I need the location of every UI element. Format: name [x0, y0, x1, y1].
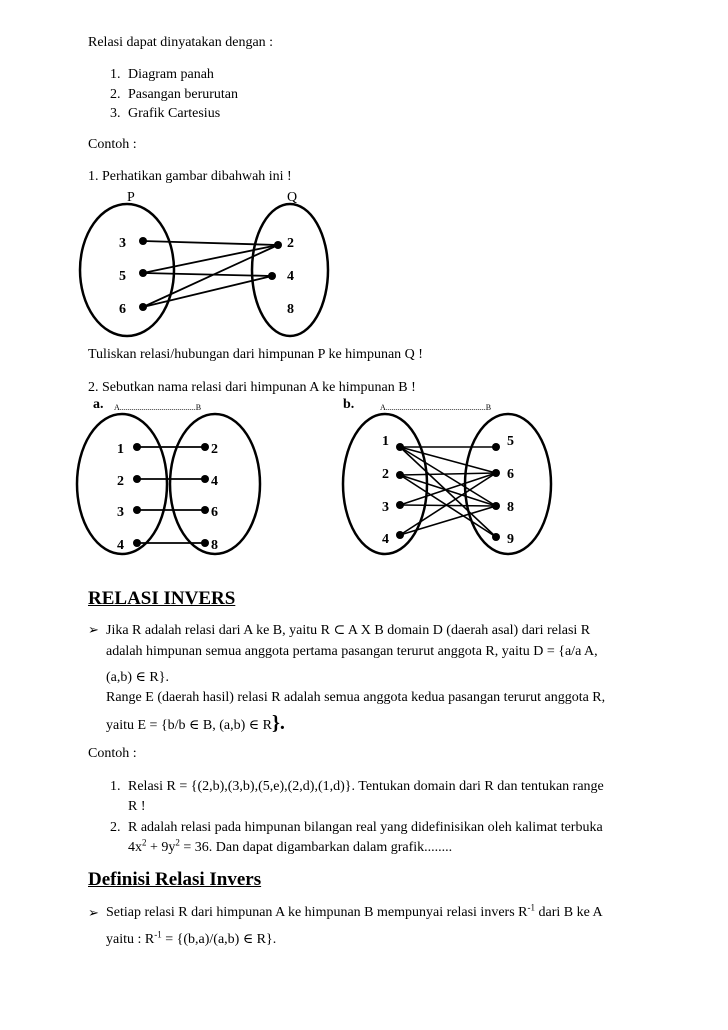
paragraph-line: yaitu : $R^{-1} = \{(b,a)/(a,b)$ ∈ R}.: [106, 929, 277, 947]
heading-definisi: Definisi Relasi Invers: [88, 869, 262, 890]
set-label-q: Q: [287, 190, 298, 205]
element: 3: [117, 505, 124, 520]
paragraph-line: Setiap relasi R dari himpunan A ke himpunan B mempunyai relasi invers $R^{-1}$ dari B ke A: [106, 902, 603, 920]
diagram-b-caption: A..................................................B: [380, 403, 492, 412]
point: [139, 269, 147, 277]
paragraph-line: Jika R adalah relasi dari A ke B, yaitu R ⊂ A X B domain D (daerah asal) dari relasi R: [106, 623, 591, 638]
element: 4: [117, 538, 124, 553]
example-1-line2: R !: [128, 799, 146, 814]
question-1-task: Tuliskan relasi/hubungan dari himpunan P ke himpunan Q !: [88, 347, 423, 362]
arrow-diagram-b: [330, 412, 570, 562]
example-1: 1. Relasi R = {(2,b),(3,b),(5,e),(2,d),(1,d)}. Tentukan domain dari R dan tentukan range: [110, 779, 604, 794]
element: 3: [119, 236, 126, 251]
list-item: 2. Pasangan berurutan: [110, 87, 239, 102]
element: 4: [211, 474, 218, 489]
list-item: 3. Grafik Cartesius: [110, 106, 221, 121]
point: [268, 272, 276, 280]
element: 6: [211, 505, 218, 520]
relation-line: [143, 241, 278, 245]
element: 8: [287, 302, 294, 317]
paragraph-line: (a,b) ∈ R}.: [106, 670, 169, 685]
element: 3: [382, 500, 389, 515]
example-2-line2: $4x^2 + 9y^2 = 36$. Dan dapat digambarkan dalam grafik........: [128, 837, 453, 855]
diagram-a-caption: A......................................B: [114, 403, 202, 412]
diagram-b-tag: b.: [343, 397, 355, 412]
arrow-diagram-a: [0, 412, 360, 562]
contoh-label: Contoh :: [88, 137, 137, 152]
list-item: 1. Diagram panah: [110, 67, 214, 82]
diagram-a-tag: a.: [93, 397, 104, 412]
heading-relasi-invers: RELASI INVERS: [88, 588, 236, 609]
set-label-p: P: [127, 190, 135, 205]
paragraph-line: yaitu E = {b/b ∈ B, (a,b) ∈ R}.: [106, 712, 285, 734]
intro-text: Relasi dapat dinyatakan dengan :: [88, 35, 274, 50]
contoh-label: Contoh :: [88, 746, 137, 761]
element: 8: [507, 500, 514, 515]
element: 1: [382, 434, 389, 449]
element: 9: [507, 532, 514, 547]
bullet-arrow-icon: ➢: [88, 622, 99, 637]
paragraph-line: adalah himpunan semua anggota pertama pasangan terurut anggota R, yaitu D = {a/a A,: [106, 644, 598, 659]
element: 5: [507, 434, 514, 449]
point: [139, 237, 147, 245]
element: 6: [119, 302, 126, 317]
element: 6: [507, 467, 514, 482]
question-1: 1. Perhatikan gambar dibahwah ini !: [88, 169, 292, 184]
element: 2: [287, 236, 294, 251]
example-2: 2. R adalah relasi pada himpunan bilangan real yang didefinisikan oleh kalimat terbuka: [110, 820, 603, 835]
element: 4: [287, 269, 294, 284]
relation-line: [143, 276, 272, 307]
arrow-diagram-p-q: [0, 185, 728, 345]
relation-line: [143, 245, 278, 273]
element: 5: [119, 269, 126, 284]
point: [274, 241, 282, 249]
bullet-arrow-icon: ➢: [88, 905, 99, 920]
element: 1: [117, 442, 124, 457]
element: 4: [382, 532, 389, 547]
element: 2: [211, 442, 218, 457]
element: 2: [382, 467, 389, 482]
element: 8: [211, 538, 218, 553]
element: 2: [117, 474, 124, 489]
question-2: 2. Sebutkan nama relasi dari himpunan A ke himpunan B !: [88, 380, 416, 395]
point: [139, 303, 147, 311]
paragraph-line: Range E (daerah hasil) relasi R adalah semua anggota kedua pasangan terurut anggota R,: [106, 690, 606, 705]
